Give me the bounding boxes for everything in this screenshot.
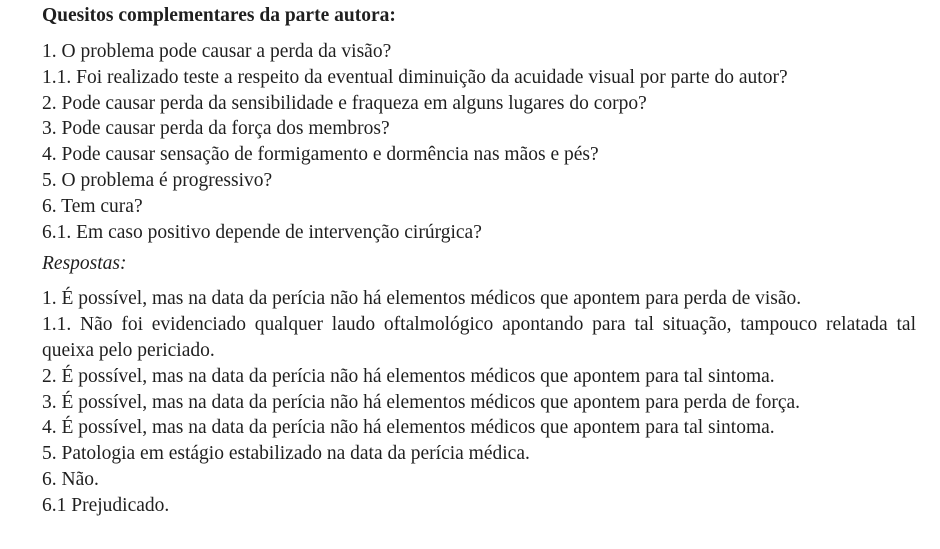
answer-item: 4. É possível, mas na data da perícia não há elementos médicos que apontem para tal sintoma. <box>42 417 775 439</box>
questions-list <box>42 39 916 245</box>
question-item: 1. O problema pode causar a perda da visão? <box>42 41 392 62</box>
question-item: 6.1. Em caso positivo depende de intervenção cirúrgica? <box>42 221 482 243</box>
question-item: 1.1. Foi realizado teste a respeito da eventual diminuição da acuidade visual por parte do autor? <box>42 66 788 88</box>
question-item: 6. Tem cura? <box>42 195 143 217</box>
answers-list <box>42 286 916 518</box>
answer-item: 5. Patologia em estágio estabilizado na data da perícia médica. <box>42 443 530 465</box>
question-item: 2. Pode causar perda da sensibilidade e fraqueza em alguns lugares do corpo? <box>42 92 647 114</box>
answer-item: 6.1 Prejudicado. <box>42 494 170 516</box>
question-item: 4. Pode causar sensação de formigamento e dormência nas mãos e pés? <box>42 144 599 166</box>
question-item: 3. Pode causar perda da força dos membros? <box>42 118 390 140</box>
answers-heading: Respostas: <box>42 253 127 275</box>
answer-item: 1. É possível, mas na data da perícia não há elementos médicos que apontem para perda de visão. <box>42 288 802 310</box>
section-heading: Quesitos complementares da parte autora: <box>42 5 396 26</box>
answer-item: 1.1. Não foi evidenciado qualquer laudo oftalmológico apontando para tal situação, tampouco relatada tal queixa pelo periciado. <box>42 314 916 361</box>
answer-item: 2. É possível, mas na data da perícia não há elementos médicos que apontem para tal sintoma. <box>42 365 775 387</box>
answer-item: 3. É possível, mas na data da perícia não há elementos médicos que apontem para perda de força. <box>42 391 801 413</box>
document-body <box>42 0 916 519</box>
answer-item: 6. Não. <box>42 468 99 490</box>
question-item: 5. O problema é progressivo? <box>42 169 273 191</box>
